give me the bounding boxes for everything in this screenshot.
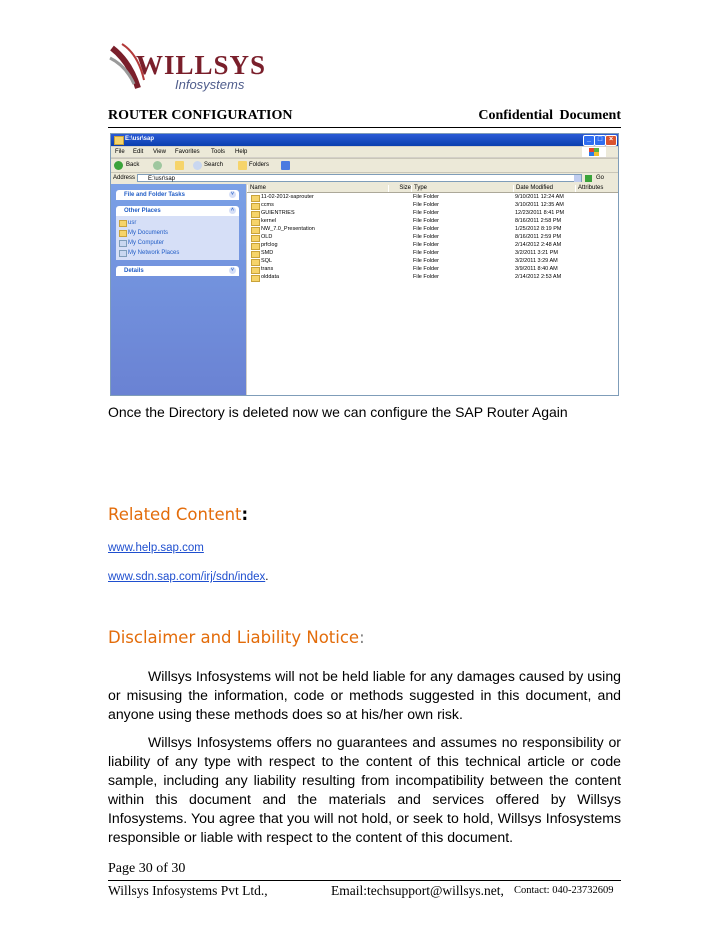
menu-tools: Tools — [211, 149, 226, 155]
menu-edit: Edit — [133, 149, 144, 155]
row-type: File Folder — [413, 218, 439, 224]
window-titlebar — [111, 134, 618, 146]
explorer-screenshot — [110, 133, 619, 396]
row-name: SMD — [261, 250, 274, 256]
chevron-down-icon — [574, 175, 581, 182]
col-type: Type — [411, 185, 514, 192]
panel-details — [116, 266, 239, 276]
row-name: olddata — [261, 274, 280, 280]
link-sdn-sap — [108, 571, 268, 583]
table-row — [247, 242, 618, 249]
disclaimer-paragraph-2 — [108, 733, 621, 847]
row-name: GUIENTRIES — [261, 210, 295, 216]
chevron-down-icon: ˅ — [229, 267, 236, 274]
row-name: prfclog — [261, 242, 278, 248]
place-item: usr — [128, 220, 136, 226]
views-icon — [281, 161, 290, 170]
row-name: OLD — [261, 234, 273, 240]
heading-colon: : — [241, 505, 249, 524]
row-type: File Folder — [413, 274, 439, 280]
file-list-header — [247, 184, 618, 193]
table-row — [247, 194, 618, 201]
maximize-icon: □ — [594, 135, 606, 146]
folder-icon — [251, 267, 260, 274]
footer-email: Email:techsupport@willsys.net, — [331, 883, 504, 898]
table-row — [247, 266, 618, 273]
row-name: NW_7.0_Presentation — [261, 226, 315, 232]
windows-logo-icon — [582, 147, 606, 157]
tasks-pane — [111, 184, 246, 395]
folder-icon — [251, 235, 260, 242]
back-label: Back — [126, 162, 140, 168]
row-date: 1/25/2012 8:19 PM — [515, 226, 562, 232]
header-divider — [108, 127, 621, 128]
folder-icon — [251, 211, 260, 218]
search-icon — [193, 161, 202, 170]
folder-icon — [119, 220, 127, 227]
folder-icon — [251, 243, 260, 250]
row-date: 2/14/2012 2:53 AM — [515, 274, 562, 280]
menu-file: File — [115, 149, 125, 155]
heading-colon: : — [359, 628, 365, 647]
header-confidential: Confidential Document — [478, 108, 621, 123]
panel-title: Details — [124, 268, 144, 274]
row-type: File Folder — [413, 226, 439, 232]
folders-label: Folders — [249, 162, 270, 168]
screenshot-caption: Once the Directory is deleted now we can configure the SAP Router Again — [108, 404, 568, 420]
panel-other-places — [116, 206, 239, 216]
row-date: 3/2/2011 3:21 PM — [515, 250, 559, 256]
col-size: Size — [388, 185, 411, 192]
search-label: Search — [204, 162, 224, 168]
link-sdn-sap-text[interactable]: www.sdn.sap.com/irj/sdn/index — [108, 571, 266, 583]
row-type: File Folder — [413, 210, 439, 216]
up-folder-icon — [175, 161, 184, 170]
row-type: File Folder — [413, 258, 439, 264]
chevron-down-icon: ˅ — [229, 191, 236, 198]
go-label: Go — [596, 175, 605, 181]
row-name: ccms — [261, 202, 274, 208]
row-name: kernel — [261, 218, 276, 224]
row-name: trans — [261, 266, 274, 272]
folder-icon — [251, 203, 260, 210]
logo-brand-text: WILLSYS — [136, 50, 267, 80]
chevron-up-icon: ˄ — [229, 207, 236, 214]
panel-title: Other Places — [124, 208, 161, 214]
table-row — [247, 274, 618, 281]
folder-icon — [251, 195, 260, 202]
folder-icon — [114, 136, 124, 145]
back-arrow-icon — [114, 161, 123, 170]
minimize-icon: _ — [583, 135, 595, 146]
folder-icon — [251, 275, 260, 282]
row-type: File Folder — [413, 266, 439, 272]
row-date: 3/9/2011 8:40 AM — [515, 266, 558, 272]
table-row — [247, 234, 618, 241]
row-date: 12/23/2011 8:41 PM — [515, 210, 565, 216]
page-number: Page 30 of 30 — [108, 861, 186, 876]
table-row — [247, 250, 618, 257]
row-type: File Folder — [413, 194, 439, 200]
row-date: 8/16/2011 2:58 PM — [515, 218, 562, 224]
col-attributes: Attributes — [575, 185, 618, 192]
header-title: ROUTER CONFIGURATION — [108, 108, 293, 123]
menu-view: View — [153, 149, 166, 155]
footer-divider — [108, 880, 621, 881]
related-content-heading — [108, 505, 248, 524]
place-item: My Computer — [128, 240, 164, 246]
go-arrow-icon — [585, 175, 592, 182]
other-places-list — [116, 216, 239, 260]
row-name: SQL — [261, 258, 273, 264]
place-item: My Documents — [128, 230, 168, 236]
menu-help: Help — [235, 149, 248, 155]
row-date: 9/10/2011 12:24 AM — [515, 194, 564, 200]
place-item: My Network Places — [128, 250, 179, 256]
link-help-sap[interactable]: www.help.sap.com — [108, 542, 204, 554]
footer-contact: Contact: 040-23732609 — [514, 885, 614, 896]
file-list — [247, 184, 618, 395]
disclaimer-paragraph-1 — [108, 667, 621, 724]
row-date: 3/2/2011 3:29 AM — [515, 258, 558, 264]
address-bar — [111, 172, 618, 184]
paragraph-text: Willsys Infosystems will not be held liable for any damages caused by using or misusing the information, code or methods suggested in this document, and anyone using these methods does so at his/her own risk. — [108, 668, 621, 722]
address-label: Address — [113, 175, 136, 181]
footer-company: Willsys Infosystems Pvt Ltd., — [108, 883, 268, 898]
folder-icon — [251, 227, 260, 234]
close-icon: × — [605, 135, 617, 146]
heading-text: Disclaimer and Liability Notice — [108, 628, 360, 647]
menu-favorites: Favorites — [175, 149, 200, 155]
folder-icon — [251, 251, 260, 258]
folders-icon — [238, 161, 247, 170]
network-icon — [119, 250, 127, 257]
col-date-modified: Date Modified — [513, 185, 576, 192]
my-computer-icon — [119, 240, 127, 247]
heading-text: Related Content — [108, 505, 242, 524]
table-row — [247, 226, 618, 233]
row-type: File Folder — [413, 202, 439, 208]
table-row — [247, 258, 618, 265]
address-field: E:\usr\sap — [137, 174, 582, 182]
window-title: E:\usr\sap — [125, 136, 155, 142]
folder-icon — [251, 219, 260, 226]
logo-subtitle: Infosystems — [175, 77, 245, 92]
my-documents-icon — [119, 230, 127, 237]
table-row — [247, 210, 618, 217]
menu-bar — [111, 147, 618, 157]
panel-file-folder-tasks — [116, 190, 239, 200]
row-type: File Folder — [413, 250, 439, 256]
toolbar — [111, 158, 618, 172]
table-row — [247, 218, 618, 225]
link-suffix: . — [265, 571, 269, 583]
row-date: 2/14/2012 2:48 AM — [515, 242, 562, 248]
forward-arrow-icon — [153, 161, 162, 170]
row-type: File Folder — [413, 242, 439, 248]
panel-title: File and Folder Tasks — [124, 192, 185, 198]
col-name: Name — [247, 185, 389, 192]
disclaimer-heading — [108, 628, 365, 647]
row-date: 8/16/2011 2:59 PM — [515, 234, 562, 240]
row-type: File Folder — [413, 234, 439, 240]
table-row — [247, 202, 618, 209]
paragraph-text: Willsys Infosystems offers no guarantees and assumes no responsibility or liability of any type with respect to the content of this technical article or code sample, including any liability resulting from incompatibility between the content within this document and the materials and services offered by Willsys Infosystems. You agree that you will not hold, or seek to hold, Willsys Infosystems responsible or liable with respect to the content of this document. — [108, 734, 621, 845]
folder-icon — [251, 259, 260, 266]
row-name: 11-02-2012-saprouter — [261, 194, 314, 200]
row-date: 3/10/2011 12:35 AM — [515, 202, 564, 208]
